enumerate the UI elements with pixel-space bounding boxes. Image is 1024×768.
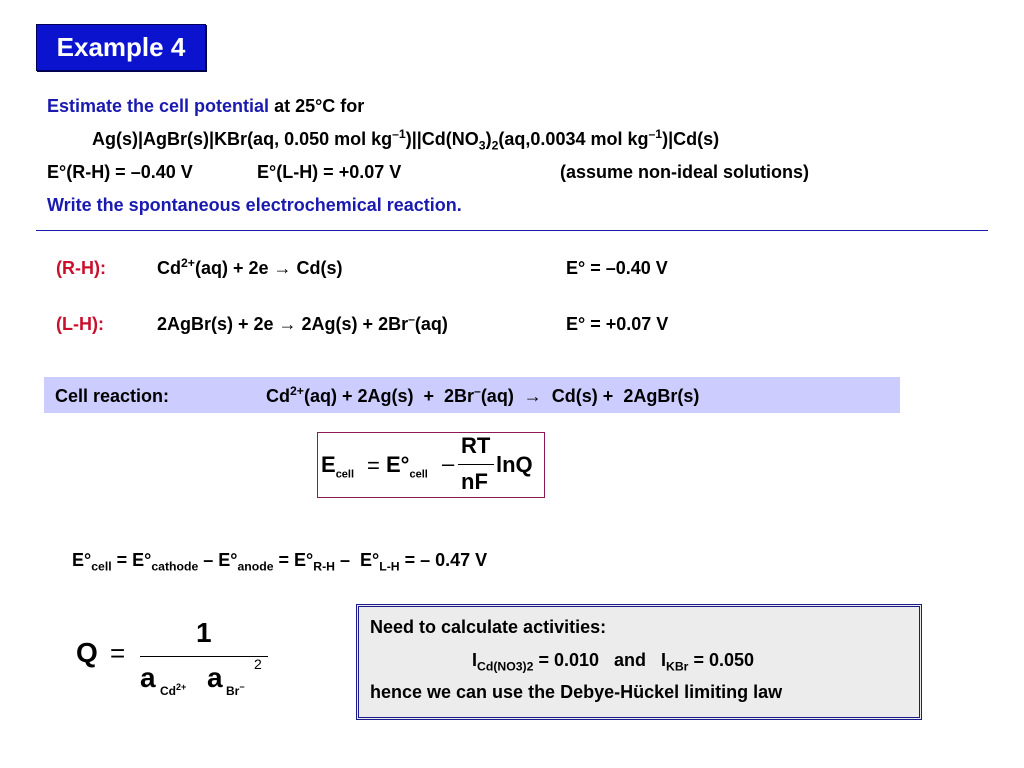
problem-intro: Estimate the cell potential [47,96,270,116]
q-numerator: 1 [196,617,212,648]
note-line-1: Need to calculate activities: [370,617,607,637]
cell-reaction-part: (aq) → Cd(s) + 2AgBr(s) [480,386,700,406]
note-line-3: hence we can use the Debye-Hückel limiting law [370,682,783,702]
cell-notation-part: Ag(s)|AgBr(s)|KBr(aq, 0.050 mol kg [92,129,393,149]
lh-reaction [157,314,448,335]
cell-reaction-part: Cd [266,386,290,406]
cell-notation-sub: 3 [478,138,486,153]
cell-notation-part: (aq,0.0034 mol kg [498,129,649,149]
ionic-strength-value: = 0.010 and I [533,650,667,670]
ecell-part: E° [72,550,92,570]
ecell-calculation [72,550,488,574]
rh-charge: 2+ [181,256,195,270]
rh-rest: (aq) + 2e → Cd(s) [194,258,343,278]
ecell-sub: R-H [313,559,335,574]
nernst-denominator: nF [461,469,488,494]
q-activity-cd-sub [160,684,186,698]
q-br-sub-text: Br [226,684,240,698]
rh-potential: E° = –0.40 V [566,258,668,278]
nernst-e [321,452,355,481]
nernst-e0-symbol: E° [386,452,410,477]
assumption-note: (assume non-ideal solutions) [560,162,810,182]
cell-notation-part: ) [485,129,492,149]
divider [36,230,988,231]
lh-potential: E° = +0.07 V [566,314,669,334]
cell-reaction-equation [266,386,699,407]
cell-notation-sup: –1 [392,127,406,141]
lh-text: 2AgBr(s) + 2e → 2Ag(s) + 2Br [157,314,409,334]
cell-reaction-charge: 2+ [290,384,304,398]
ecell-part: = E° [111,550,152,570]
ecell-part: = E° [273,550,314,570]
problem-condition: at 25°C for [274,96,365,116]
ionic-strength-sub: KBr [666,659,689,674]
ecell-sub: cell [91,559,112,574]
cell-notation [92,127,720,153]
ionic-strength-symbol: I [472,650,478,670]
lh-charge: – [408,312,415,326]
nernst-fraction-line [458,464,494,465]
ecell-part: = – 0.47 V [399,550,488,570]
nernst-numerator: RT [461,433,491,458]
slide-title: Example 4 [36,24,206,71]
ecell-sub: anode [237,559,274,574]
standard-potential-rh: E°(R-H) = –0.40 V [47,162,193,182]
ecell-part: – E° [335,550,380,570]
cell-reaction-part: (aq) + 2Ag(s) + 2Br [303,386,474,406]
lh-label: (L-H): [56,314,104,334]
nernst-log: lnQ [496,452,533,477]
nernst-equation-box [317,432,545,498]
ecell-sub: L-H [379,559,400,574]
nernst-e0-sub: cell [409,468,428,481]
cell-reaction-label: Cell reaction: [55,386,170,406]
cell-notation-sup: –1 [648,127,663,141]
q-activity-br: a [207,662,223,693]
nernst-e-sub: cell [335,468,355,481]
rh-reaction [157,258,342,279]
q-activity-cd: a [140,662,156,693]
standard-potential-lh: E°(L-H) = +0.07 V [257,162,402,182]
cell-notation-part: )||Cd(NO [405,129,479,149]
cell-notation-part: )|Cd(s) [662,129,720,149]
q-cd-sub-text: Cd [160,684,176,698]
cell-notation-sub: 2 [491,138,499,153]
q-activity-br-sub [226,684,245,698]
instruction: Write the spontaneous electrochemical reaction. [47,195,462,215]
ionic-strength-sub: Cd(NO3)2 [477,659,534,674]
rh-label: (R-H): [56,258,106,278]
activities-note-box [356,604,922,720]
cell-reaction-charge: – [474,384,481,398]
q-symbol: Q [76,637,98,668]
q-fraction-line [140,656,268,657]
problem-line-1 [47,96,364,117]
q-cd-sub-charge: 2+ [176,682,187,692]
q-equals: = [110,638,126,668]
nernst-e0 [386,452,428,481]
ecell-sub: cathode [151,559,199,574]
ecell-part: – E° [198,550,238,570]
lh-text: (aq) [414,314,448,334]
ionic-strength-line [472,650,755,674]
q-power: 2 [254,656,262,672]
nernst-e-symbol: E [321,452,336,477]
ionic-strength-value: = 0.050 [688,650,755,670]
q-br-sub-charge: − [239,682,245,692]
nernst-equals: = [367,453,380,478]
nernst-minus: – [442,451,455,476]
rh-species: Cd [157,258,181,278]
